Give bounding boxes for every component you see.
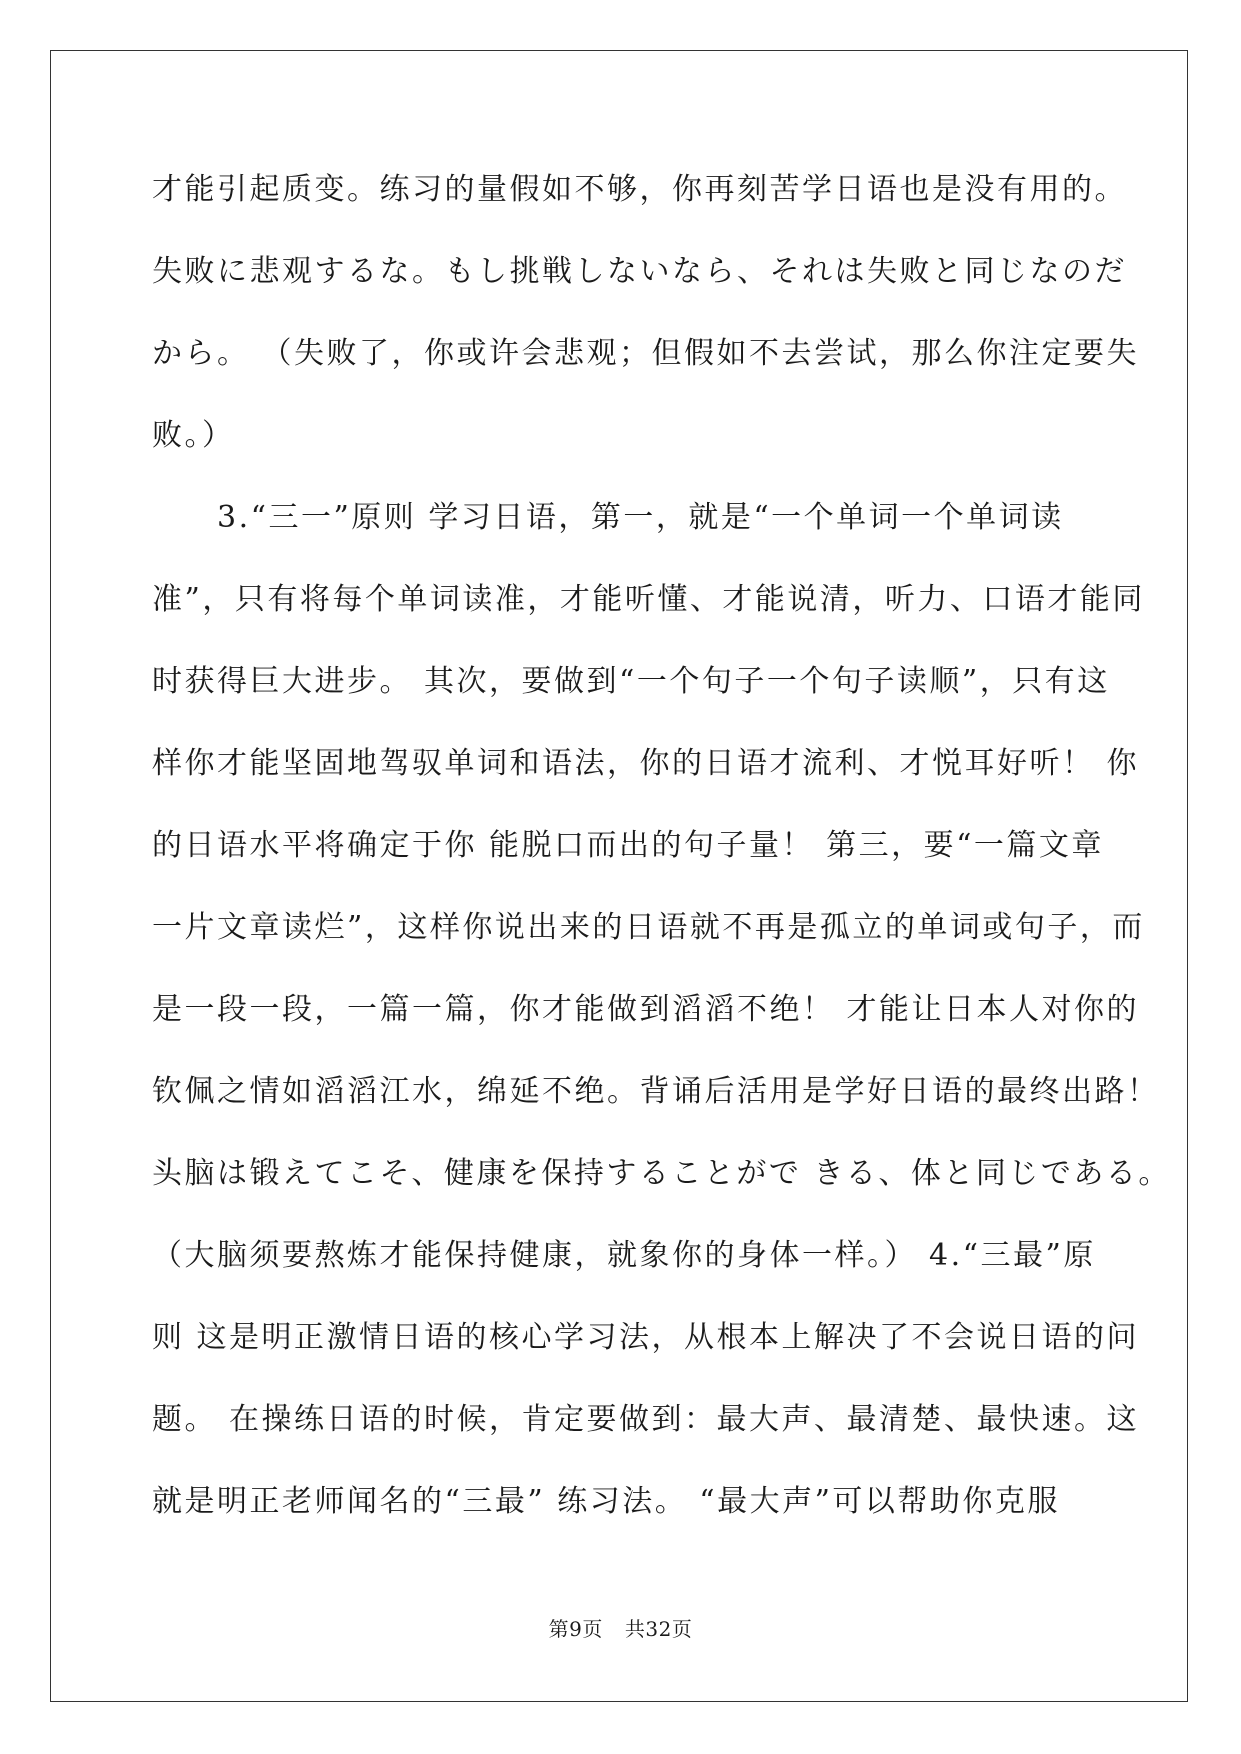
text-line: 一片文章读烂”，这样你说出来的日语就不再是孤立的单词或句子，而	[152, 910, 1145, 945]
text-line: 钦佩之情如滔滔江水，绵延不绝。背诵后活用是学好日语的最终出路！	[152, 1074, 1160, 1109]
text-line: 才能引起质变。练习的量假如不够，你再刻苦学日语也是没有用的。	[152, 172, 1127, 207]
page-number: 第9页	[548, 1617, 603, 1641]
text-line: から。 （失败了，你或许会悲观；但假如不去尝试，那么你注定要失	[152, 336, 1140, 371]
text-line: 头脑は锻えてこそ、健康を保持することがで きる、体と同じである。	[152, 1156, 1171, 1191]
text-line: 的日语水平将确定于你 能脱口而出的句子量！ 第三，要“一篇文章	[152, 828, 1104, 863]
text-line: （大脑须要熬炼才能保持健康，就象你的身体一样。） 4.“三最”原	[152, 1238, 1096, 1273]
text-line: 3.“三一”原则 学习日语，第一，就是“一个单词一个单词读	[152, 500, 1064, 535]
text-line: 就是明正老师闻名的“三最” 练习法。 “最大声”可以帮助你克服	[152, 1484, 1060, 1519]
text-line: 时获得巨大进步。 其次，要做到“一个句子一个句子读顺”，只有这	[152, 664, 1110, 699]
text-line: 题。 在操练日语的时候，肯定要做到：最大声、最清楚、最快速。这	[152, 1402, 1140, 1437]
text-line: 败。）	[152, 418, 235, 453]
text-line: 则 这是明正激情日语的核心学习法，从根本上解决了不会说日语的问	[152, 1320, 1140, 1355]
page-total: 共32页	[624, 1617, 693, 1641]
body-text	[152, 160, 1171, 1554]
text-line: 样你才能坚固地驾驭单词和语法，你的日语才流利、才悦耳好听！ 你	[152, 746, 1140, 781]
text-line: 准”，只有将每个单词读准，才能听懂、才能说清，听力、口语才能同	[152, 582, 1145, 617]
page-footer	[0, 1617, 1241, 1641]
text-line: 是一段一段，一篇一篇，你才能做到滔滔不绝！ 才能让日本人对你的	[152, 992, 1140, 1027]
text-line: 失败に悲观するな。もし挑戦しないなら、それは失败と同じなのだ	[152, 254, 1127, 289]
